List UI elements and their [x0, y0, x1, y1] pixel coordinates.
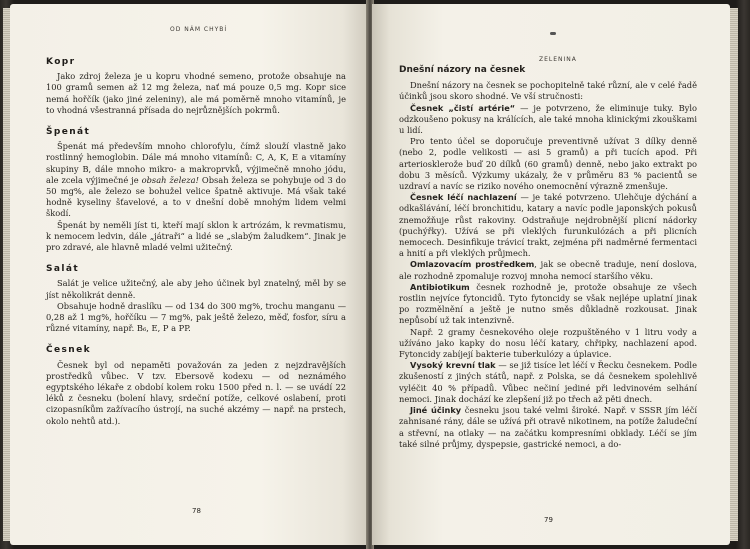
- right-page-content: [399, 65, 697, 450]
- inline-heading: Vysoký krevní tlak: [410, 360, 496, 371]
- page-edges-right: [729, 8, 738, 541]
- page-number-right: 79: [544, 516, 553, 524]
- cold-paragraph: Česnek léčí nachlazení — je také potvrzeno. Ulehčuje dýchání a odkašlávání, léčí bronchitidu, katary a navíc podle japonských pokusů znemožňuje růst rakoviny. Odstraňuje nejdrobnější plicní nádorky (puchýřky). Užívá se při vleklých furunkulózách a při plicních nemocech. Desinfikuje trávicí trakt, zejména při nadměrné fermentaci a hnití a při vleklých průjmech.: [399, 192, 697, 259]
- inline-heading: Jiné účinky: [410, 405, 462, 416]
- kopr-paragraph: Jako zdroj železa je u kopru vhodné semeno, protože obsahuje na 100 gramů semen až 12 mg železa, nať má pouze 0,5 mg. Kopr sice nemá hořčík (jako jiné zeleniny), ale má poměrně mnoho vitamínů, je to vhodná všestranná přísada do nejrůznějších pokrmů.: [46, 71, 346, 115]
- blood-pressure-paragraph: Vysoký krevní tlak — se již tisíce let léčí v Řecku česnekem. Podle zkušeností z jiných států, např. z Polska, se dá česnekem spolehlivě vyléčit 40 % případů. Vůbec nečiní jediné při ledvinovém selhání nemoci. Jinak dochází ke zlepšení již po třech až pěti dnech.: [399, 360, 697, 404]
- right-section-title: Dnešní názory na česnek: [399, 65, 526, 75]
- left-page: [10, 4, 368, 545]
- inline-heading: Česnek léčí nachlazení: [410, 192, 517, 203]
- intro-paragraph: Dnešní názory na česnek se pochopitelně také různí, ale v celé řadě účinků jsou skoro shodné. Ve vší stručnosti:: [399, 80, 697, 102]
- running-header-right: ZELENINA: [539, 56, 577, 63]
- salat-paragraph-2: Obsahuje hodně draslíku — od 134 do 300 mg%, trochu manganu — 0,28 až 1 mg%, hořčíku — 7 mg%, pak ještě železo, měď, fosfor, síru a různé vitamíny, např. B₆, E, P a PP.: [46, 300, 346, 334]
- salat-paragraph-1: Salát je velice užitečný, ale aby jeho účinek byl znatelný, měl by se jíst několikrát denně.: [46, 278, 346, 300]
- cesnek-paragraph: Česnek byl od nepaměti považován za jeden z nejzdravějších prostředků vůbec. V tzv. Ebersově kodexu — od neznámého egyptského lékaře z období kolem roku 1500 před n. l. — se uvádí 22 léků z česneku (bolení hlavy, srdeční potíže, celkové oslabení, proti cizopasníkům zažívacího ústrojí, na suché akzémy — např. na prstech, okolo nehtů atd.).: [46, 359, 346, 426]
- emphasis-iron: obsah železa!: [141, 174, 199, 185]
- spenat-paragraph-1: Špenát má především mnoho chlorofylu, čímž slouží vlastně jako rostlinný hemoglobin. Dále má mnoho vitamínů: C, A, K, E a vitamíny skupiny B, dále mnoho mikro- a makroprvků, výjimečně mnoho jódu, ale zcela výjimečné je obsah železa! Obsah železa se pohybuje od 3 do 50 mg%, ale železo se bohužel velice špatně aktivuje. Má však také hodně kyseliny šťavelové, a to v dnešní době mnohým lidem velmi škodí.: [46, 141, 346, 219]
- other-effects-paragraph: Jiné účinky česneku jsou také velmi široké. Např. v SSSR jím léčí zahnisané rány, dále se užívá při otravě nikotinem, na potíže žaludeční a střevní, na otlaky — na začátku kompresními obklady. Léčí se jím také silné průjmy, dyspepsie, gastrické nemoci, a do-: [399, 405, 698, 449]
- arteries-paragraph: Česnek „čistí artérie“ — je potvrzeno, že eliminuje tuky. Bylo odzkoušeno pokusy na králících, ale také mnoha klinickými zkouškami u lidí.: [399, 102, 698, 136]
- page-number-left: 78: [192, 507, 201, 515]
- section-title-cesnek: Česnek: [46, 345, 91, 356]
- right-page: [372, 4, 730, 545]
- ink-mark: [550, 32, 556, 35]
- inline-heading: Antibiotikum: [410, 281, 470, 292]
- antibiotic-paragraph: Antibiotikum česnek rozhodně je, protože obsahuje ze všech rostlin nejvíce fytoncidů. Tyto fytoncidy se však nejlépe uplatní jinak po rozmělnění a ještě je nutno směs důkladně rozkousat. Jinak nepůsobí už tak intenzivně.: [399, 281, 697, 326]
- section-title-kopr: Kopr: [46, 57, 76, 67]
- dosage-paragraph: Pro tento účel se doporučuje preventivně užívat 3 dílky denně (nebo 2, podle velikosti — asi 5 gramů) a při tucích apod. Při arteriosklerože buď 20 dílků (60 gramů) denně, nebo jako extrakt po dobu 3 měsíců. Výzkumy ukázaly, že v průměru 83 % pacientů se uzdraví a navíc se riziko nového onemocnění výrazně zmenšuje.: [399, 136, 697, 192]
- oil-paragraph: Např. 2 gramy česnekového oleje rozpuštěného v 1 litru vody a užíváno jako kapky do nosu léčí katary, chřipky, nachlazení apod. Fytoncidy zabíjejí bakterie tuberkulózy a úplavice.: [399, 326, 697, 360]
- left-page-content: [46, 57, 346, 427]
- running-header-left: OD NÁM CHYBÍ: [170, 26, 228, 33]
- section-title-spenat: Špenát: [46, 127, 91, 138]
- inline-heading: Česnek „čistí artérie“: [410, 102, 516, 113]
- inline-heading: Omlazovacím prostředkem: [410, 259, 535, 270]
- rejuvenation-paragraph: Omlazovacím prostředkem, jak se obecně traduje, není doslova, ale rozhodně zpomaluje rozvoj mnoha nemocí staršího věku.: [399, 259, 697, 281]
- spenat-paragraph-2: Špenát by neměli jíst ti, kteří mají sklon k artrózám, k revmatismu, k nemocem ledvin, dále „játraři“ a lidé se „slabým žaludkem“. Jinak je pro zdravé, ale hlavně mladé velmi užitečný.: [46, 219, 346, 253]
- section-title-salat: Salát: [46, 264, 80, 275]
